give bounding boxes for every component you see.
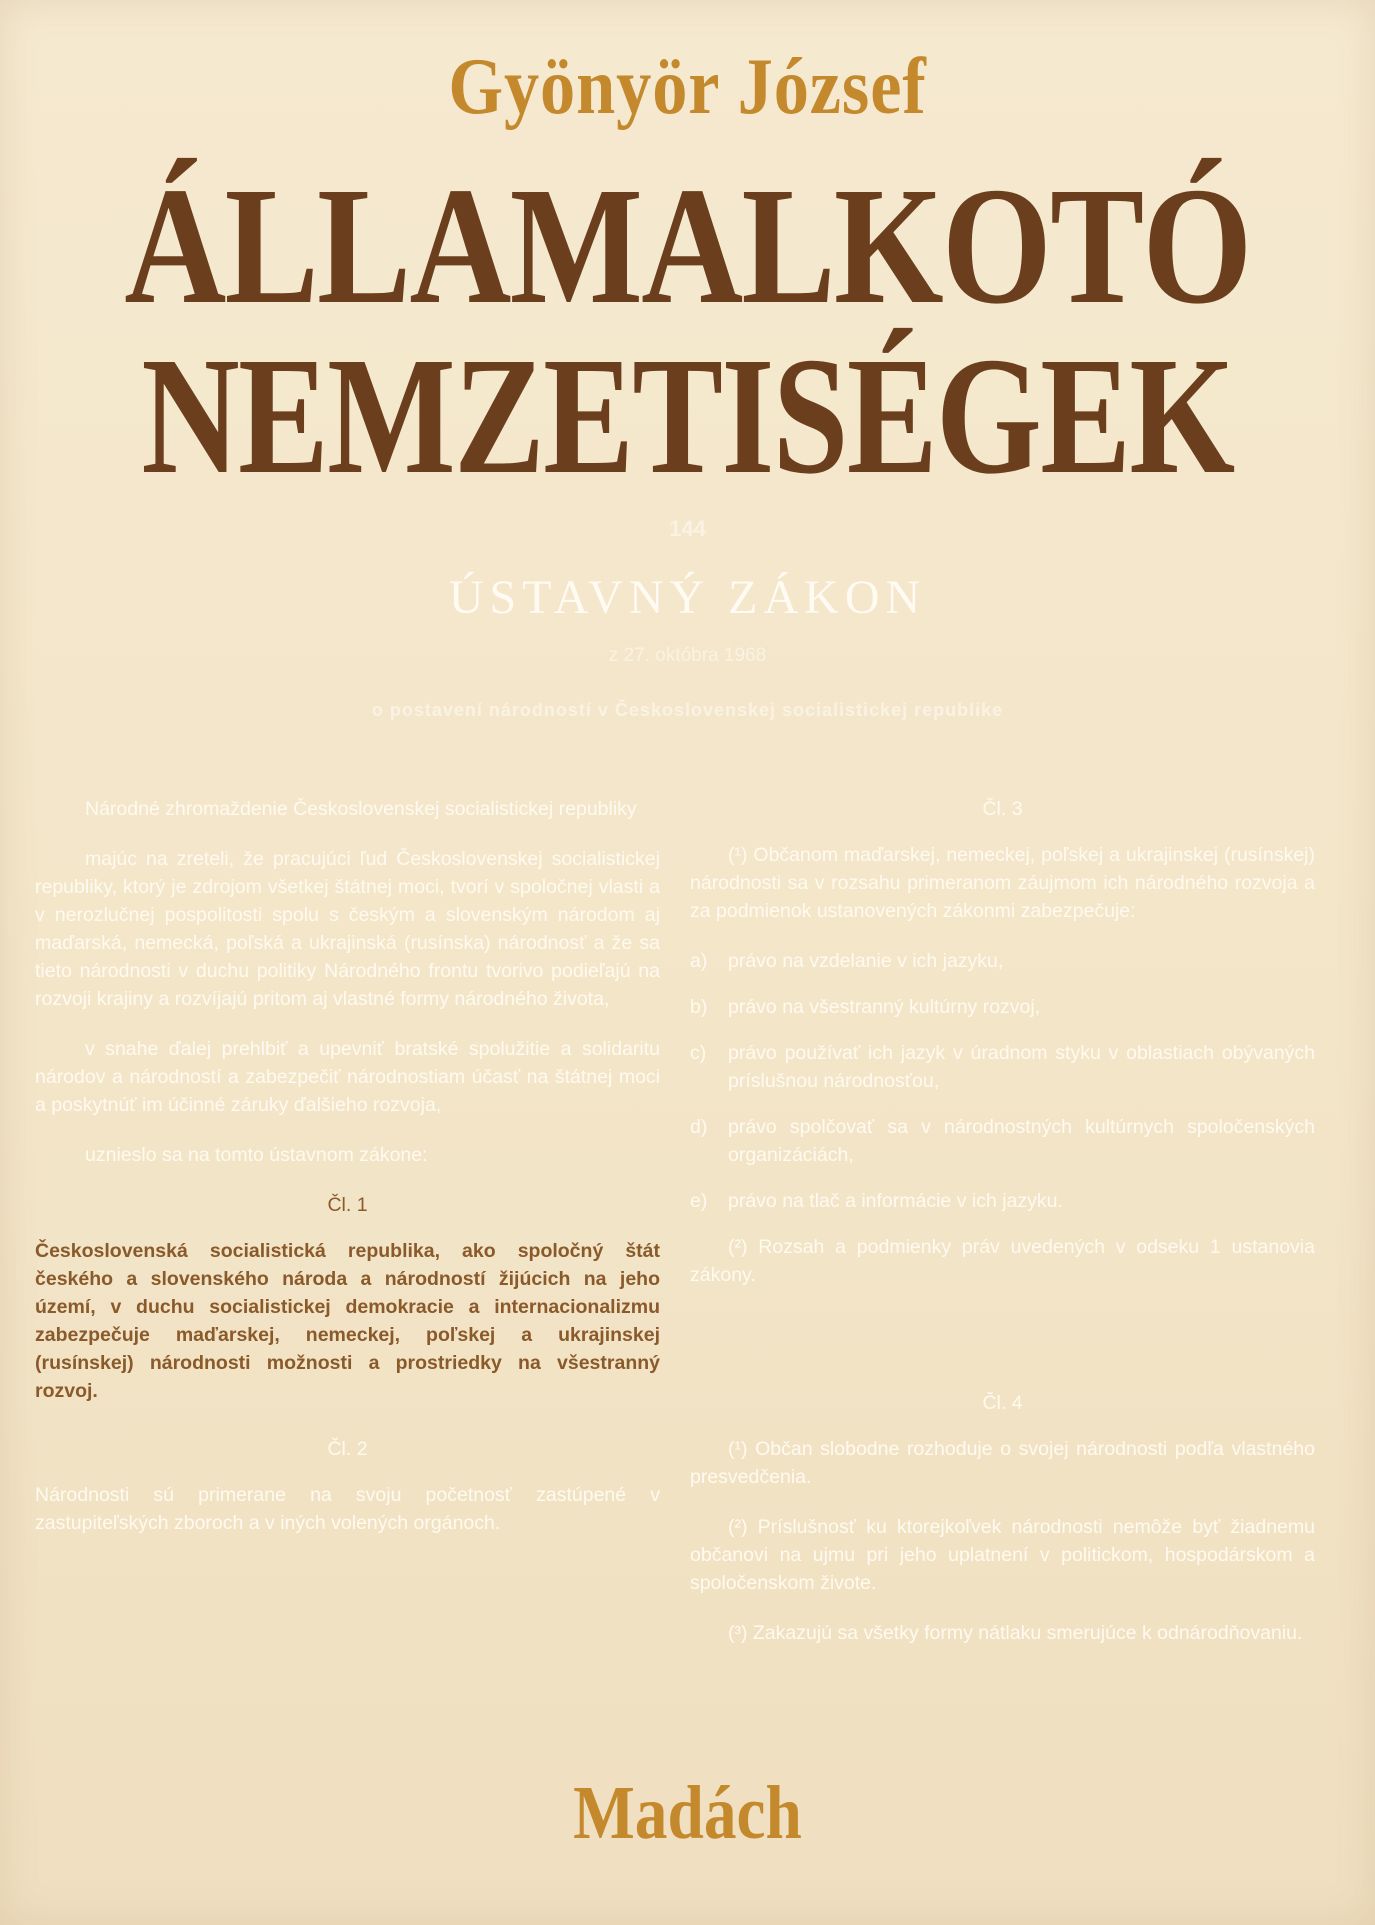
preamble-p2: majúc na zreteli, že pracujúci ľud Československej socialistickej republiky, ktorý je zdrojom všetkej štátnej moci, tvorí v spoločnej vlasti a v nerozlučnej pospolitosti spolu s českým a slovenským národom aj maďarská, nemecká, poľská a ukrajinská (rusínska) národnosť a že sa tieto národnosti v duchu politiky Národného frontu tvorivo podieľajú na rozvoji krajiny a rozvíjajú pritom aj vlastné formy národného života, — [35, 848, 660, 1010]
list-item-mark: e) — [690, 1190, 708, 1212]
list-item — [690, 947, 1315, 975]
article-4-paragraph-3: (³) Zakazujú sa všetky formy nátlaku smerujúce k odnárodňovaniu. — [728, 1622, 1303, 1644]
list-item-mark: c) — [690, 1042, 707, 1064]
publisher-name: Madách — [573, 1771, 802, 1855]
article-1-text: Československá socialistická republika, ako spoločný štát českého a slovenského národa a národností žijúcich na jeho území, v duchu socialistickej demokracie a internacionalizmu zabezpečuje maďarskej, nemeckej, poľskej a ukrajinskej (rusínskej) národnosti možnosti a prostriedky na všestranný rozvoj. — [35, 1240, 660, 1402]
list-item-text: právo na tlač a informácie v ich jazyku. — [728, 1190, 1063, 1212]
article-1-heading: Čl. 1 — [327, 1194, 368, 1216]
article-3-heading: Čl. 3 — [982, 798, 1023, 820]
title-line-2: NEMZETISÉGEK — [141, 323, 1234, 509]
list-item-mark: a) — [690, 950, 708, 972]
list-item-text: právo na vzdelanie v ich jazyku, — [728, 950, 1004, 972]
list-item-text: právo spolčovať sa v národnostných kultúrnych spoločenských organizáciách, — [728, 1116, 1315, 1166]
article-4-paragraph-1: (¹) Občan slobodne rozhoduje o svojej národnosti podľa vlastného presvedčenia. — [690, 1438, 1315, 1488]
list-item — [690, 993, 1315, 1021]
article-3-paragraph-2: (²) Rozsah a podmienky práv uvedených v odseku 1 ustanovia zákony. — [690, 1236, 1315, 1286]
law-title: ÚSTAVNÝ ZÁKON — [448, 571, 927, 624]
article-3-paragraph-1: (¹) Občanom maďarskej, nemeckej, poľskej a ukrajinskej (rusínskej) národnosti sa v rozsahu primeranom záujmom ich národného rozvoja a za podmienok ustanovených zákonmi zabezpečuje: — [690, 844, 1315, 922]
list-item — [690, 1039, 1315, 1095]
author-name: Gyönyör József — [448, 43, 927, 131]
list-item — [690, 1187, 1315, 1215]
title-line-1: ÁLLAMALKOTÓ — [124, 153, 1251, 339]
article-4-paragraph-2: (²) Príslušnosť ku ktorejkoľvek národnosti nemôže byť žiadnemu občanovi na ujmu pri jeho uplatnení v politickom, hospodárskom a spoločenskom živote. — [690, 1516, 1315, 1594]
article-4-heading: Čl. 4 — [982, 1392, 1023, 1414]
article-2-heading: Čl. 2 — [327, 1438, 368, 1460]
preamble-p1: Národné zhromaždenie Československej socialistickej republiky — [85, 798, 637, 820]
law-date: z 27. októbra 1968 — [608, 645, 767, 666]
preamble-p3: v snahe ďalej prehlbiť a upevniť bratské spolužitie a solidaritu národov a národností a zabezpečiť národnostiam účasť na štátnej moci a poskytnúť im účinné záruky ďalšieho rozvoja, — [35, 1038, 660, 1116]
left-text-column — [35, 795, 660, 1559]
preamble-p4: uznieslo sa na tomto ústavnom zákone: — [85, 1144, 428, 1166]
list-item-text: právo na všestranný kultúrny rozvoj, — [728, 996, 1041, 1018]
list-item-mark: b) — [690, 996, 708, 1018]
article-2-text: Národnosti sú primerane na svoju početnosť zastúpené v zastupiteľských zboroch a v iných volených orgánoch. — [35, 1484, 660, 1534]
list-item-mark: d) — [690, 1116, 708, 1138]
right-text-column — [690, 795, 1315, 1669]
law-subtitle: o postavení národností v Československej socialistickej republike — [371, 700, 1004, 720]
list-item — [690, 1113, 1315, 1169]
list-item-text: právo používať ich jazyk v úradnom styku v oblastiach obývaných príslušnou národnosťou, — [728, 1042, 1315, 1092]
law-number: 144 — [669, 516, 706, 541]
